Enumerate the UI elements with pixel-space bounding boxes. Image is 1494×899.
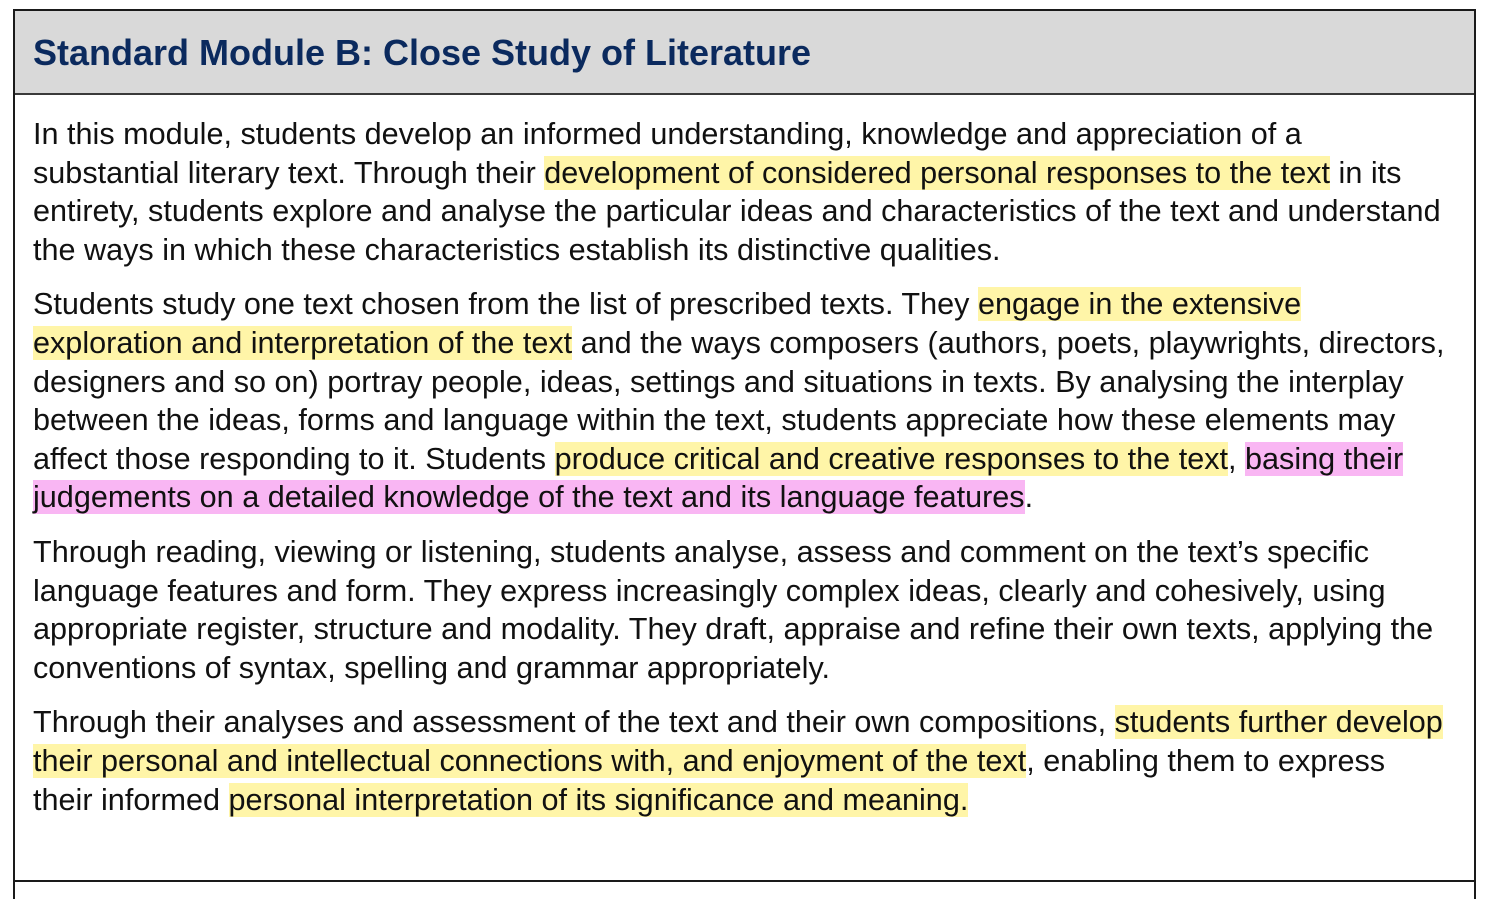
paragraph-2: [33, 285, 1452, 517]
pink-highlight: basing their judgements on a detailed knowledge of the text and its language features: [33, 441, 1404, 515]
text-run: in its entirety, students explore and analyse the particular ideas and characteristics of the text and understand the ways in which these characteristics establish its distinctive qualities.: [33, 155, 1441, 267]
text-run: , enabling them to express their informed: [33, 743, 1386, 817]
yellow-highlight: students further develop their personal and intellectual connections with, and enjoyment of the text: [33, 705, 1443, 778]
box-bottom-border: [13, 880, 1476, 882]
text-run: Through reading, viewing or listening, students analyse, assess and comment on the text’s specific language features and form. They express increasingly complex ideas, clearly and cohesively, using appropriate register, structure and modality. They draft, appraise and refine their own texts, applying the conventions of syntax, spelling and grammar appropriately.: [33, 534, 1434, 685]
text-run: Through their analyses and assessment of the text and their own compositions,: [33, 705, 1115, 740]
yellow-highlight: personal interpretation of its significance and meaning.: [228, 782, 969, 817]
paragraph-4: [33, 703, 1452, 819]
text-run: In this module, students develop an informed understanding, knowledge and appreciation of a substantial literary text. Through their: [33, 117, 1302, 190]
yellow-highlight: produce critical and creative responses to the text: [554, 441, 1228, 476]
module-header: [15, 11, 1474, 95]
yellow-highlight: development of considered personal responses to the text: [544, 155, 1331, 190]
text-run: .: [1024, 480, 1034, 515]
module-box: [13, 9, 1476, 899]
paragraph-1: [33, 115, 1452, 269]
module-title: Standard Module B: Close Study of Literature: [33, 32, 812, 73]
yellow-highlight: engage in the extensive exploration and interpretation of the text: [33, 287, 1302, 360]
text-run: and the ways composers (authors, poets, playwrights, directors, designers and so on) portray people, ideas, settings and situations in texts. By analysing the interplay between the ideas, forms and language within the text, students appreciate how these elements may affect those responding to it. Students: [33, 325, 1445, 476]
text-run: Students study one text chosen from the list of prescribed texts. They: [33, 287, 978, 322]
paragraph-3: [33, 533, 1452, 687]
text-run: ,: [1228, 441, 1245, 476]
module-content: [15, 95, 1474, 819]
